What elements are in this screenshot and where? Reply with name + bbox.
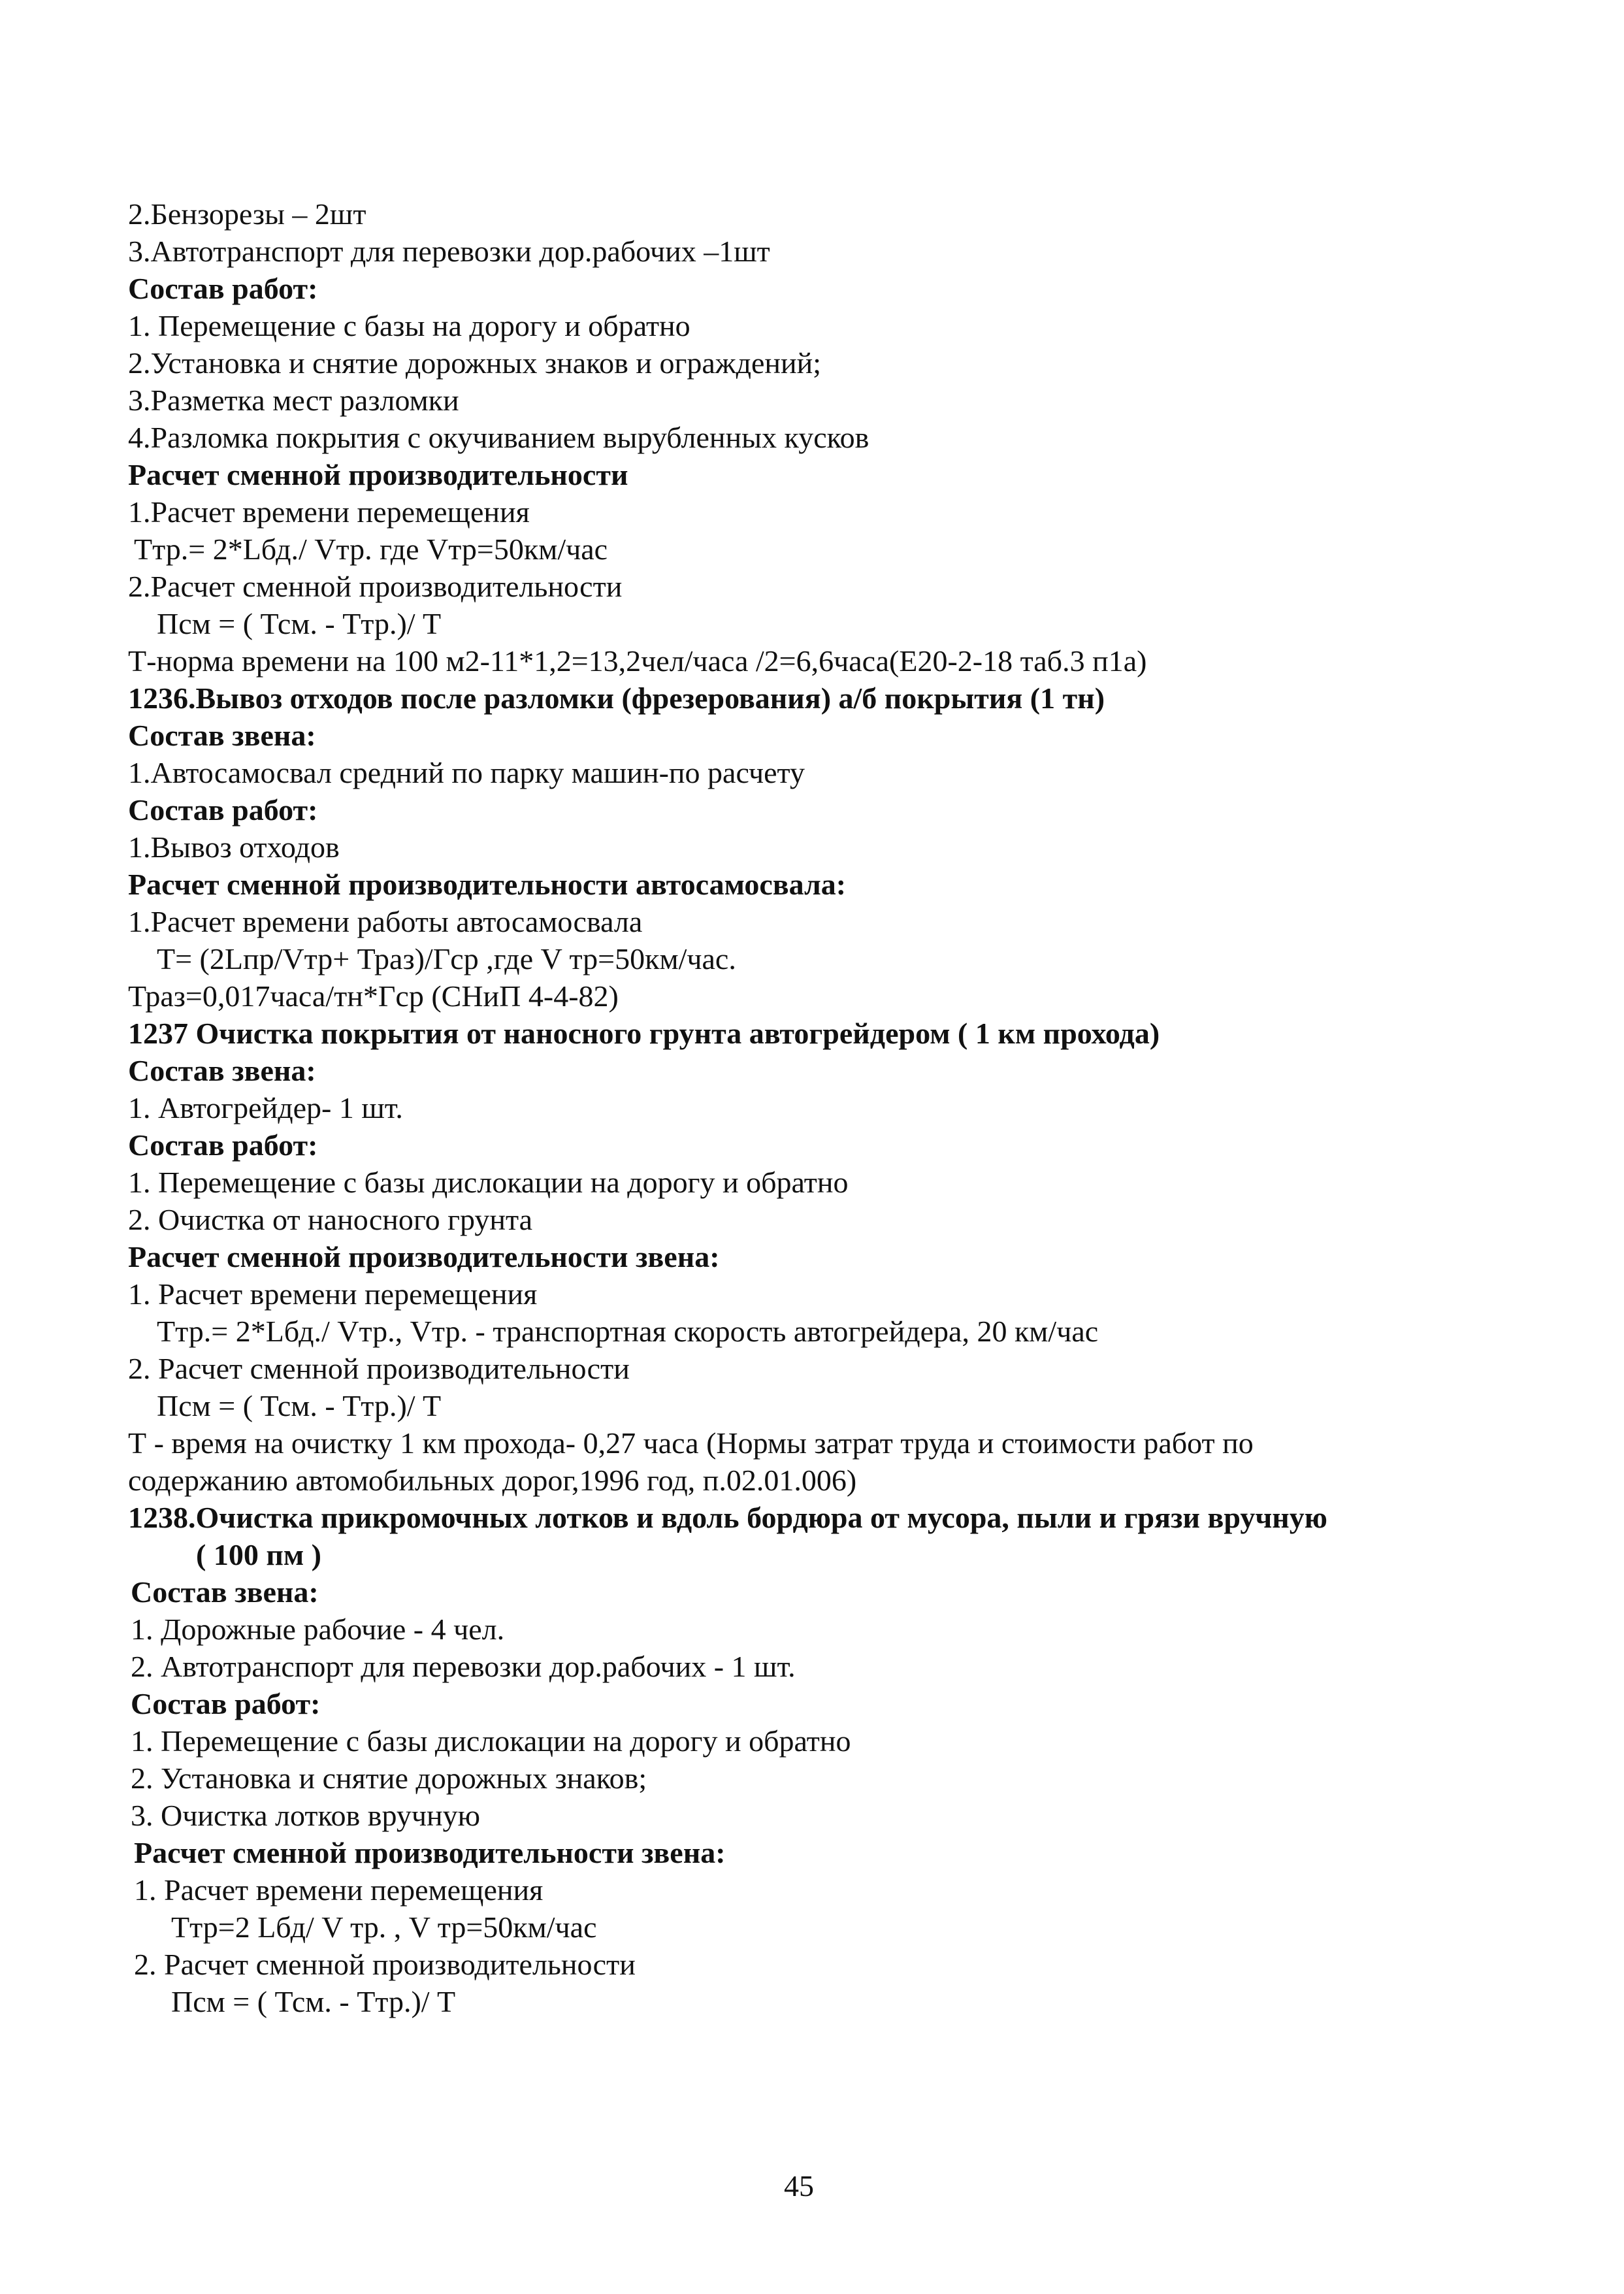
section-title-continued: ( 100 пм ) <box>196 1538 321 1571</box>
text-line: Т - время на очистку 1 км прохода- 0,27 часа (Нормы затрат труда и стоимости работ по <box>128 1426 1254 1460</box>
text-line: 1. Расчет времени перемещения <box>128 1277 538 1311</box>
formula-line: Ттр=2 Lбд/ V тр. , V тр=50км/час <box>171 1910 597 1944</box>
formula-line: Псм = ( Тсм. - Ттр.)/ Т <box>157 607 442 640</box>
text-line: 1.Расчет времени перемещения <box>128 495 530 529</box>
section-heading: Состав работ: <box>128 793 318 827</box>
formula-line: Псм = ( Тсм. - Ттр.)/ Т <box>171 1985 456 2018</box>
text-line: 2.Установка и снятие дорожных знаков и ограждений; <box>128 346 822 380</box>
text-line: Траз=0,017часа/тн*Гср (СНиП 4-4-82) <box>128 979 619 1013</box>
section-title: 1236.Вывоз отходов после разломки (фрезерования) а/б покрытия (1 тн) <box>128 681 1105 715</box>
text-line: 2. Очистка от наносного грунта <box>128 1203 533 1236</box>
text-line: 2. Автотранспорт для перевозки дор.рабочих - 1 шт. <box>131 1650 796 1683</box>
section-heading: Состав звена: <box>128 719 316 752</box>
section-heading: Состав работ: <box>128 1128 318 1162</box>
section-heading: Расчет сменной производительности <box>128 458 628 491</box>
text-line: 3.Автотранспорт для перевозки дор.рабочих –1шт <box>128 235 770 268</box>
text-line: содержанию автомобильных дорог,1996 год, п.02.01.006) <box>128 1464 857 1497</box>
text-line: 1. Перемещение с базы на дорогу и обратно <box>128 309 690 342</box>
text-line: 3. Очистка лотков вручную <box>131 1799 480 1832</box>
text-line: Т-норма времени на 100 м2-11*1,2=13,2чел/часа /2=6,6часа(Е20-2-18 таб.3 п1а) <box>128 644 1147 678</box>
text-line: 1. Расчет времени перемещения <box>134 1873 544 1907</box>
text-line: 3.Разметка мест разломки <box>128 384 459 417</box>
section-heading: Состав работ: <box>128 272 318 305</box>
section-heading: Расчет сменной производительности автосамосвала: <box>128 868 847 901</box>
section-heading: Состав звена: <box>131 1575 319 1609</box>
text-line: 1.Расчет времени работы автосамосвала <box>128 905 643 938</box>
text-line: 1. Дорожные рабочие - 4 чел. <box>131 1613 505 1646</box>
text-line: 2. Расчет сменной производительности <box>128 1352 630 1385</box>
section-heading: Состав работ: <box>131 1687 321 1720</box>
text-line: 4.Разломка покрытия с окучиванием вырубленных кусков <box>128 421 869 454</box>
formula-line: Ттр.= 2*Lбд./ Vтр. где Vтр=50км/час <box>134 533 608 566</box>
section-title: 1238.Очистка прикромочных лотков и вдоль бордюра от мусора, пыли и грязи вручную <box>128 1501 1327 1534</box>
formula-line: Ттр.= 2*Lбд./ Vтр., Vтр. - транспортная скорость автогрейдера, 20 км/час <box>157 1315 1099 1348</box>
text-line: 2. Установка и снятие дорожных знаков; <box>131 1761 647 1795</box>
formula-line: Т= (2Lпр/Vтр+ Траз)/Гср ,где V тр=50км/час. <box>157 942 736 975</box>
text-line: 1. Перемещение с базы дислокации на дорогу и обратно <box>131 1724 851 1758</box>
section-heading: Состав звена: <box>128 1054 316 1087</box>
text-line: 1.Вывоз отходов <box>128 830 340 864</box>
text-line: 1. Автогрейдер- 1 шт. <box>128 1091 403 1124</box>
section-heading: Расчет сменной производительности звена: <box>128 1240 720 1273</box>
section-title: 1237 Очистка покрытия от наносного грунта автогрейдером ( 1 км прохода) <box>128 1017 1160 1050</box>
text-line: 2.Бензорезы – 2шт <box>128 197 366 231</box>
page-number: 45 <box>784 2169 814 2203</box>
text-line: 1.Автосамосвал средний по парку машин-по расчету <box>128 756 805 789</box>
text-line: 1. Перемещение с базы дислокации на дорогу и обратно <box>128 1166 849 1199</box>
section-heading: Расчет сменной производительности звена: <box>134 1836 726 1869</box>
formula-line: Псм = ( Тсм. - Ттр.)/ Т <box>157 1389 442 1422</box>
text-line: 2.Расчет сменной производительности <box>128 570 623 603</box>
text-line: 2. Расчет сменной производительности <box>134 1948 636 1981</box>
